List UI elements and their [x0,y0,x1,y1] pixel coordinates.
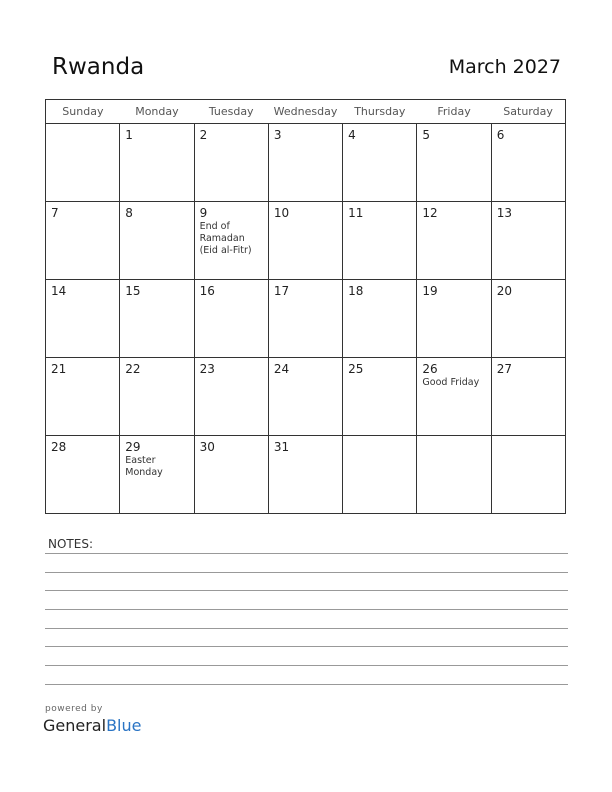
day-cell [120,358,194,436]
day-number: 28 [51,440,67,454]
day-number: 19 [422,284,438,298]
notes-line [45,572,568,573]
day-number: 17 [273,284,290,298]
day-number: 3 [273,128,282,142]
day-number: 6 [496,128,505,142]
day-cell [46,280,120,358]
day-number: 26 [422,362,438,376]
day-cell [417,202,491,280]
weekday-tuesday: Tuesday [194,100,268,124]
day-number: 29 [125,440,141,454]
day-cell [343,358,417,436]
month-title: March 2027 [448,56,561,78]
weekday-wednesday: Wednesday [268,100,342,124]
day-number: 4 [348,128,356,142]
day-number: 13 [496,206,512,220]
notes-label: NOTES: [48,537,93,551]
day-cell [491,202,565,280]
day-number: 10 [273,206,290,220]
week-row [46,280,566,358]
notes-line [45,609,568,610]
day-number: 7 [51,206,59,220]
day-cell [120,280,194,358]
notes-line [45,684,568,685]
day-number: 14 [51,284,67,298]
day-cell [268,358,342,436]
day-cell [194,202,268,280]
day-cell [268,124,342,202]
week-row [46,358,566,436]
day-cell [120,436,194,514]
powered-by-text: powered by [45,704,103,714]
day-number: 11 [348,206,364,220]
day-number: 20 [496,284,512,298]
notes-line [45,646,568,647]
day-cell [46,124,120,202]
day-number: 23 [199,362,215,376]
day-cell [343,436,417,514]
day-number: 24 [273,362,290,376]
weekday-saturday: Saturday [491,100,565,124]
day-number: 30 [199,440,215,454]
calendar-grid [45,99,566,514]
day-number: 25 [348,362,364,376]
day-cell [343,124,417,202]
week-row [46,124,566,202]
day-cell [417,124,491,202]
day-number: 27 [496,362,512,376]
holiday-label: End of Ramadan (Eid al-Fitr) [199,221,252,256]
weekday-sunday: Sunday [46,100,120,124]
day-number: 2 [199,128,208,142]
day-cell [194,124,268,202]
day-number: 9 [199,206,208,220]
day-cell [491,358,565,436]
logo-blue: Blue [106,716,142,735]
day-cell [46,358,120,436]
day-number: 8 [125,206,133,220]
logo-general: General [43,716,107,735]
country-title: Rwanda [52,54,145,80]
day-number: 16 [199,284,215,298]
day-cell [417,280,491,358]
weekday-thursday: Thursday [343,100,417,124]
notes-line [45,553,568,554]
weekday-header-row [46,100,566,124]
day-cell [491,436,565,514]
day-cell [194,358,268,436]
day-number: 31 [273,440,290,454]
day-cell [491,280,565,358]
weekday-monday: Monday [120,100,194,124]
notes-line [45,590,568,591]
day-cell [194,436,268,514]
day-cell [46,202,120,280]
notes-line [45,628,568,629]
day-number: 22 [125,362,141,376]
day-cell [46,436,120,514]
holiday-label: Good Friday [422,377,480,388]
weekday-friday: Friday [417,100,491,124]
day-cell [343,280,417,358]
day-number: 5 [422,128,431,142]
day-cell [417,436,491,514]
day-cell [268,280,342,358]
day-number: 21 [51,362,67,376]
holiday-label: Easter Monday [125,455,163,478]
notes-line [45,665,568,666]
day-cell [268,436,342,514]
generalblue-logo [43,716,141,735]
day-number: 15 [125,284,141,298]
day-cell [120,124,194,202]
day-cell [417,358,491,436]
day-number: 18 [348,284,364,298]
day-cell [491,124,565,202]
day-cell [343,202,417,280]
day-number: 12 [422,206,438,220]
week-row [46,202,566,280]
day-cell [120,202,194,280]
day-cell [194,280,268,358]
day-number: 1 [125,128,133,142]
day-cell [268,202,342,280]
week-row [46,436,566,514]
